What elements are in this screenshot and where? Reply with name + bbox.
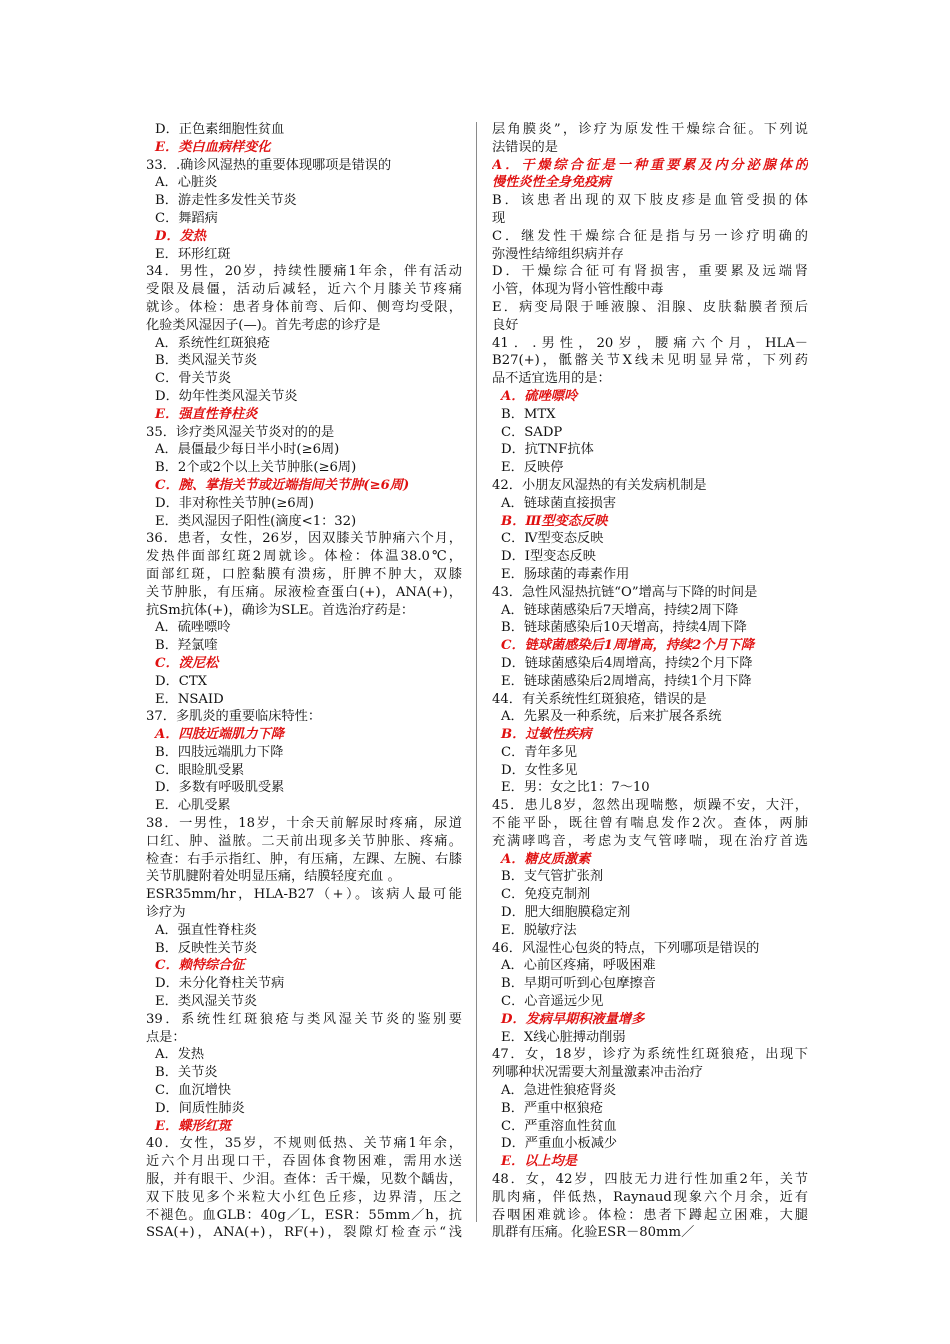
- option-line: B．严重中枢狼疮: [501, 1100, 604, 1116]
- right-column: [492, 121, 808, 1242]
- answer-line: B．Ⅲ型变态反映: [501, 513, 608, 529]
- option-line: C．心音遥远少见: [501, 994, 604, 1010]
- option-line: D．Ⅰ型变态反映: [501, 549, 596, 565]
- answer-line: D．发热: [155, 228, 206, 244]
- question-line: 肌肉痛，伴低热，Raynaud现象六个月余，近有: [492, 1189, 808, 1205]
- option-line: E．肠球菌的毒素作用: [501, 566, 630, 582]
- question-line: 良好: [492, 317, 519, 333]
- option-line: D．严重血小板减少: [501, 1136, 618, 1152]
- question-line: 肌群有压痛。化验ESR－80mm／: [492, 1225, 695, 1241]
- question-line: 层角膜炎”，诊疗为原发性干燥综合征。下列说: [492, 122, 808, 137]
- option-line: B．四肢远端肌力下降: [155, 744, 284, 760]
- question-line: 39．系统性红斑狼疮与类风湿关节炎的鉴别要: [146, 1011, 462, 1027]
- option-line: B．游走性多发性关节炎: [155, 193, 297, 209]
- option-line: C．免疫克制剂: [501, 887, 591, 903]
- answer-line: A．四肢近端肌力下降: [155, 727, 284, 743]
- question-line: 37．多肌炎的重要临床特性：: [146, 709, 322, 725]
- answer-line: A．干燥综合征是一种重要累及内分泌腺体的: [492, 157, 808, 173]
- option-line: D．链球菌感染后4周增高，持续2个月下降: [501, 655, 753, 671]
- option-line: E．链球菌感染后2周增高，持续1个月下降: [501, 673, 752, 689]
- option-line: A．心前区疼痛，呼吸困难: [501, 958, 656, 974]
- option-line: A．急进性狼疮肾炎: [501, 1083, 617, 1099]
- option-line: D．非对称性关节肿(≥6周): [155, 495, 314, 511]
- question-line: 43．急性风湿热抗链“O”增高与下降的时间是: [492, 584, 758, 600]
- question-line: 34．男性，20岁，持续性腰痛1年余，伴有活动: [146, 264, 462, 280]
- option-line: E．脱敏疗法: [501, 922, 577, 938]
- answer-line: E．以上均是: [501, 1154, 577, 1170]
- option-line: B．羟氯喹: [155, 638, 218, 654]
- option-line: A．心脏炎: [155, 175, 218, 191]
- question-line: B．该患者出现的双下肢皮疹是血管受损的体: [492, 193, 808, 209]
- option-line: B．支气管扩张剂: [501, 869, 604, 885]
- question-line: 弥漫性结缔组织病并存: [492, 246, 624, 262]
- question-line: ESR35mm/hr，HLA-B27（+）。该病人最可能: [146, 887, 462, 903]
- option-line: A．链球菌感染后7天增高，持续2周下降: [501, 602, 739, 618]
- question-line: 35．诊疗类风湿关节炎对的的是: [146, 424, 335, 440]
- option-line: B．链球菌感染后10天增高，持续4周下降: [501, 620, 747, 636]
- question-line: 检查：右手示指红、肿，有压痛，左踝、左腕、右膝: [146, 851, 462, 867]
- answer-line: C．赖特综合征: [155, 958, 245, 974]
- option-line: D．多数有呼吸肌受累: [155, 780, 285, 796]
- question-line: 关节肌腱附着处明显压痛，结膜轻度充血 。: [146, 869, 401, 885]
- question-line: 点是：: [146, 1029, 186, 1045]
- option-line: A．发热: [155, 1047, 205, 1063]
- answer-line: E．蝶形红斑: [155, 1118, 231, 1134]
- option-line: D．间质性肺炎: [155, 1100, 245, 1116]
- question-line: 近六个月出现口干，吞固体食物困难，需用水送: [146, 1154, 462, 1170]
- answer-line: C．泼尼松: [155, 655, 219, 671]
- option-line: E．类风湿因子阳性(滴度<1：32): [155, 513, 357, 529]
- question-line: 38．一男性，18岁，十余天前解尿时疼痛，尿道: [146, 816, 462, 832]
- option-line: C．Ⅳ型变态反映: [501, 531, 604, 547]
- option-line: C．骨关节炎: [155, 371, 232, 387]
- question-line: 47．女，18岁，诊疗为系统性红斑狼疮，出现下: [492, 1047, 808, 1063]
- question-line: 品不适宜选用的是：: [492, 371, 611, 387]
- option-line: D．肥大细胞膜稳定剂: [501, 905, 631, 921]
- question-line: 41．.男性，20岁，腰痛六个月，HLA－: [492, 335, 808, 351]
- option-line: E．环形红斑: [155, 246, 231, 262]
- option-line: B．关节炎: [155, 1065, 218, 1081]
- left-column: [146, 121, 462, 1242]
- question-line: 不能平卧，既往曾有喘息发作2次。查体，两肺: [492, 816, 808, 832]
- question-line: 42．小朋友风湿热的有关发病机制是: [492, 477, 707, 493]
- option-line: A．链球菌直接损害: [501, 495, 617, 511]
- question-line: 受限及晨僵，活动后减轻，近六个月膝关节疼痛: [146, 282, 462, 298]
- question-line: 48．女，42岁，四肢无力进行性加重2年，关节: [492, 1172, 808, 1188]
- question-line: 服，并有眼干、少泪。查体：舌干燥，见数个龋齿，: [146, 1172, 462, 1188]
- option-line: C．血沉增快: [155, 1083, 232, 1099]
- option-line: D．幼年性类风湿关节炎: [155, 388, 298, 404]
- question-line: 46．风湿性心包炎的特点，下列哪项是错误的: [492, 940, 760, 956]
- option-line: C．眼睑肌受累: [155, 762, 245, 778]
- answer-line: C．腕、掌指关节或近端指间关节肿(≥6周): [155, 477, 410, 493]
- question-line: 口红、肿、溢脓。二天前出现多关节肿胀、疼痛。: [146, 833, 462, 849]
- question-line: 小管，体现为肾小管性酸中毒: [492, 282, 664, 298]
- question-line: 不褪色。血GLB：40g／L，ESR：55mm／h，抗: [146, 1207, 462, 1223]
- option-line: C．严重溶血性贫血: [501, 1118, 617, 1134]
- question-line: 法错误的是: [492, 139, 558, 155]
- option-line: A．硫唑嘌呤: [155, 620, 231, 636]
- answer-line: C．链球菌感染后1周增高，持续2个月下降: [501, 638, 755, 654]
- option-line: A．晨僵最少每日半小时(≥6周): [155, 442, 340, 458]
- option-line: B．2个或2个以上关节肿胀(≥6周): [155, 460, 357, 476]
- question-line: 吞咽困难就诊。体检：患者下蹲起立困难，大腿: [492, 1207, 808, 1223]
- option-line: E．反映停: [501, 460, 564, 476]
- question-line: SSA(+)，ANA(+)，RF(+)，裂隙灯检查示“浅: [146, 1225, 462, 1241]
- option-line: A．先累及一种系统，后来扩展各系统: [501, 709, 722, 725]
- question-line: 列哪种状况需要大剂量激素冲击治疗: [492, 1065, 703, 1081]
- question-line: 36．患者，女性，26岁，因双膝关节肿痛六个月，: [146, 531, 462, 547]
- answer-line: E．类白血病样变化: [155, 139, 271, 155]
- question-line: 关节肿胀，有压痛。尿液检查蛋白(+)，ANA(+)，: [146, 584, 462, 600]
- option-line: D．女性多见: [501, 762, 578, 778]
- question-line: C．继发性干燥综合征是指与另一诊疗明确的: [492, 228, 808, 244]
- question-line: 45．患儿8岁，忽然出现喘憋，烦躁不安，大汗，: [492, 798, 808, 814]
- option-line: B．类风湿关节炎: [155, 353, 258, 369]
- option-line: E．心肌受累: [155, 798, 231, 814]
- option-line: D．抗TNF抗体: [501, 442, 594, 458]
- question-line: B27(+)，骶髂关节X线未见明显异常，下列药: [492, 353, 808, 369]
- option-line: D．CTX: [155, 673, 208, 689]
- option-line: B．反映性关节炎: [155, 940, 258, 956]
- question-line: 面部红斑，口腔黏膜有溃疡，肝脾不肿大，双膝: [146, 566, 462, 582]
- question-line: 44．有关系统性红斑狼疮，错误的是: [492, 691, 707, 707]
- option-line: D．正色素细胞性贫血: [155, 122, 285, 137]
- option-line: E．男：女之比1：7～10: [501, 780, 650, 796]
- option-line: C．SADP: [501, 424, 563, 440]
- column-divider: [476, 122, 477, 1222]
- option-line: A．系统性红斑狼疮: [155, 335, 271, 351]
- question-line: 充满哮鸣音，考虑为支气管哮喘，现在治疗首选: [492, 833, 808, 849]
- answer-line: A．糖皮质激素: [501, 851, 591, 867]
- question-line: E．病变局限于唾液腺、泪腺、皮肤黏膜者预后: [492, 299, 808, 315]
- question-line: 诊疗为: [146, 905, 186, 921]
- option-line: A．强直性脊柱炎: [155, 922, 257, 938]
- question-line: 双下肢见多个米粒大小红色丘疹，边界清，压之: [146, 1189, 462, 1205]
- answer-line: B．过敏性疾病: [501, 727, 592, 743]
- question-line: D．干燥综合征可有肾损害，重要累及远端肾: [492, 264, 808, 280]
- question-line: 现: [492, 210, 506, 226]
- option-line: E．类风湿关节炎: [155, 994, 257, 1010]
- answer-line: E．强直性脊柱炎: [155, 406, 258, 422]
- answer-line: 慢性炎性全身免疫病: [492, 175, 611, 191]
- question-line: 33．.确诊风湿热的重要体现哪项是错误的: [146, 157, 392, 173]
- question-line: 化验类风湿因子(—)。首先考虑的诊疗是: [146, 317, 381, 333]
- question-line: 发热伴面部红斑2周就诊。体检：体温38.0℃，: [146, 549, 462, 565]
- question-line: 40．女性，35岁，不规则低热、关节痛1年余，: [146, 1136, 462, 1152]
- answer-line: A．硫唑嘌呤: [501, 388, 578, 404]
- answer-line: D．发病早期积液量增多: [501, 1011, 645, 1027]
- question-line: 就诊。体检：患者身体前弯、后仰、侧弯均受限，: [146, 299, 462, 315]
- option-line: E．NSAID: [155, 691, 224, 707]
- option-line: B．早期可听到心包摩擦音: [501, 976, 656, 992]
- option-line: C．舞蹈病: [155, 210, 218, 226]
- option-line: E．X线心脏搏动削弱: [501, 1029, 626, 1045]
- option-line: C．青年多见: [501, 744, 578, 760]
- option-line: D．未分化脊柱关节病: [155, 976, 285, 992]
- option-line: B．MTX: [501, 406, 556, 422]
- question-line: 抗Sm抗体(+)，确诊为SLE。首选治疗药是：: [146, 602, 415, 618]
